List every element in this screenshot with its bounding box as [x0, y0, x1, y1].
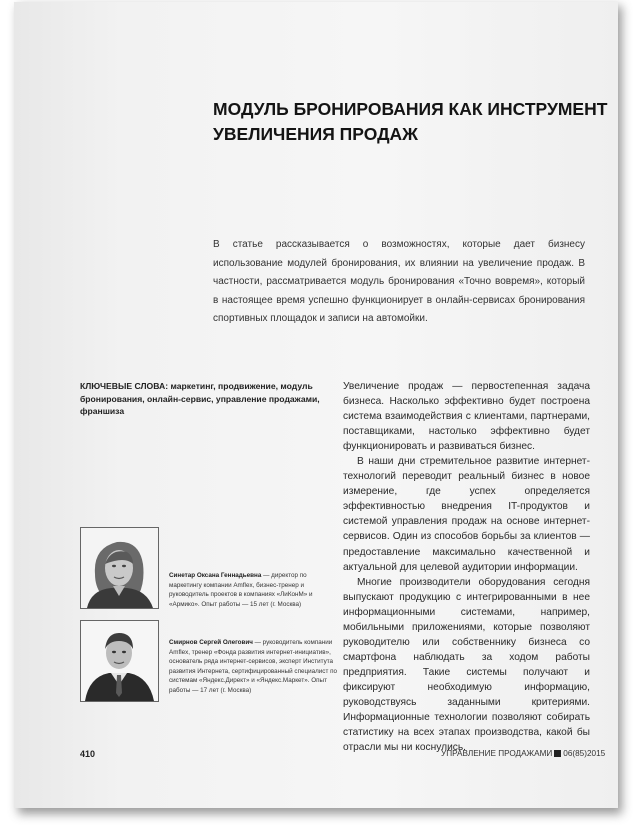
body-paragraph: Увеличение продаж — первостепенная задача бизнеса. Насколько эффективно будет построена система взаимодействия с клиентами, партнерами, поставщиками, настолько эффективно будет функционировать и развиваться бизнес.	[343, 381, 590, 453]
journal-issue: 06(85)2015	[563, 749, 606, 758]
body-paragraph: В наши дни стремительное развитие интернет-технологий переводит реальный бизнес в новое измерение, где успех определяется эффективностью внедрения IT-продуктов и системой управления продаж на основе интернет-сервисов. Один из способов борьбы за клиентов — предоставление максимально качественной и актуальной для целевой аудитории информации.	[343, 456, 590, 573]
author-description: — директор по маркетингу компании Amflex, бизнес-тренер и руководитель проектов в компаниях «ЛиКонМ» и «Армико». Опыт работы — 15 лет (г. Москва)	[169, 572, 313, 608]
keywords	[80, 380, 336, 418]
author-name: Синетар Оксана Геннадьевна	[169, 572, 262, 579]
journal-name: УПРАВЛЕНИЕ ПРОДАЖАМИ	[441, 749, 553, 758]
journal-footer	[441, 749, 605, 758]
page-number: 410	[80, 749, 96, 759]
author-name: Смирнов Сергей Олегович	[169, 639, 253, 646]
author-description: — руководитель компании Amflex, тренер «Фонда развития интернет-инициатив», основатель ряда интернет-сервисов, эксперт Института развития Интернета, сертифицированный специалист по системам «Яндекс.Директ» и «Яндекс.Маркет». Опыт работы — 17 лет (г. Москва)	[169, 639, 337, 694]
article-title-line-1: МОДУЛЬ БРОНИРОВАНИЯ КАК ИНСТРУМЕНТ	[213, 99, 608, 119]
keywords-list: маркетинг, продвижение, модуль бронирования, онлайн-сервис, управление продажами, франшиза	[80, 381, 320, 416]
woman-portrait-photo	[80, 527, 159, 609]
article-abstract: В статье рассказывается о возможностях, которые дает бизнесу использование модулей бронирования, их влиянии на увеличение продаж. В частности, рассматривается модуль бронирования «Точно вовремя», который в настоящее время успешно функционирует в онлайн-сервисах бронирования спортивных площадок и записи на автомойки.	[213, 239, 585, 325]
black-square-icon	[554, 750, 561, 757]
article-title	[213, 97, 613, 147]
magazine-page	[14, 2, 618, 808]
keywords-label: КЛЮЧЕВЫЕ СЛОВА:	[80, 381, 169, 391]
author-bio	[169, 571, 339, 609]
article-title-line-2: УВЕЛИЧЕНИЯ ПРОДАЖ	[213, 124, 419, 144]
man-portrait-photo	[80, 620, 159, 702]
article-body	[343, 379, 590, 755]
body-paragraph: Многие производители оборудования сегодня выпускают продукцию с интегрированными в нее информационными системами, например, мобильными приложениями, которые позволяют руководителю или собственнику бизнеса со смартфона наблюдать за ходом работы предприятия. Такие системы получают и фиксируют необходимую информацию, руководствуясь заданными критериями. Информационные технологии позволяют собирать статистику на всех этапах производства, какой бы отрасли мы ни коснулись.	[343, 576, 590, 754]
author-bio	[169, 638, 339, 696]
